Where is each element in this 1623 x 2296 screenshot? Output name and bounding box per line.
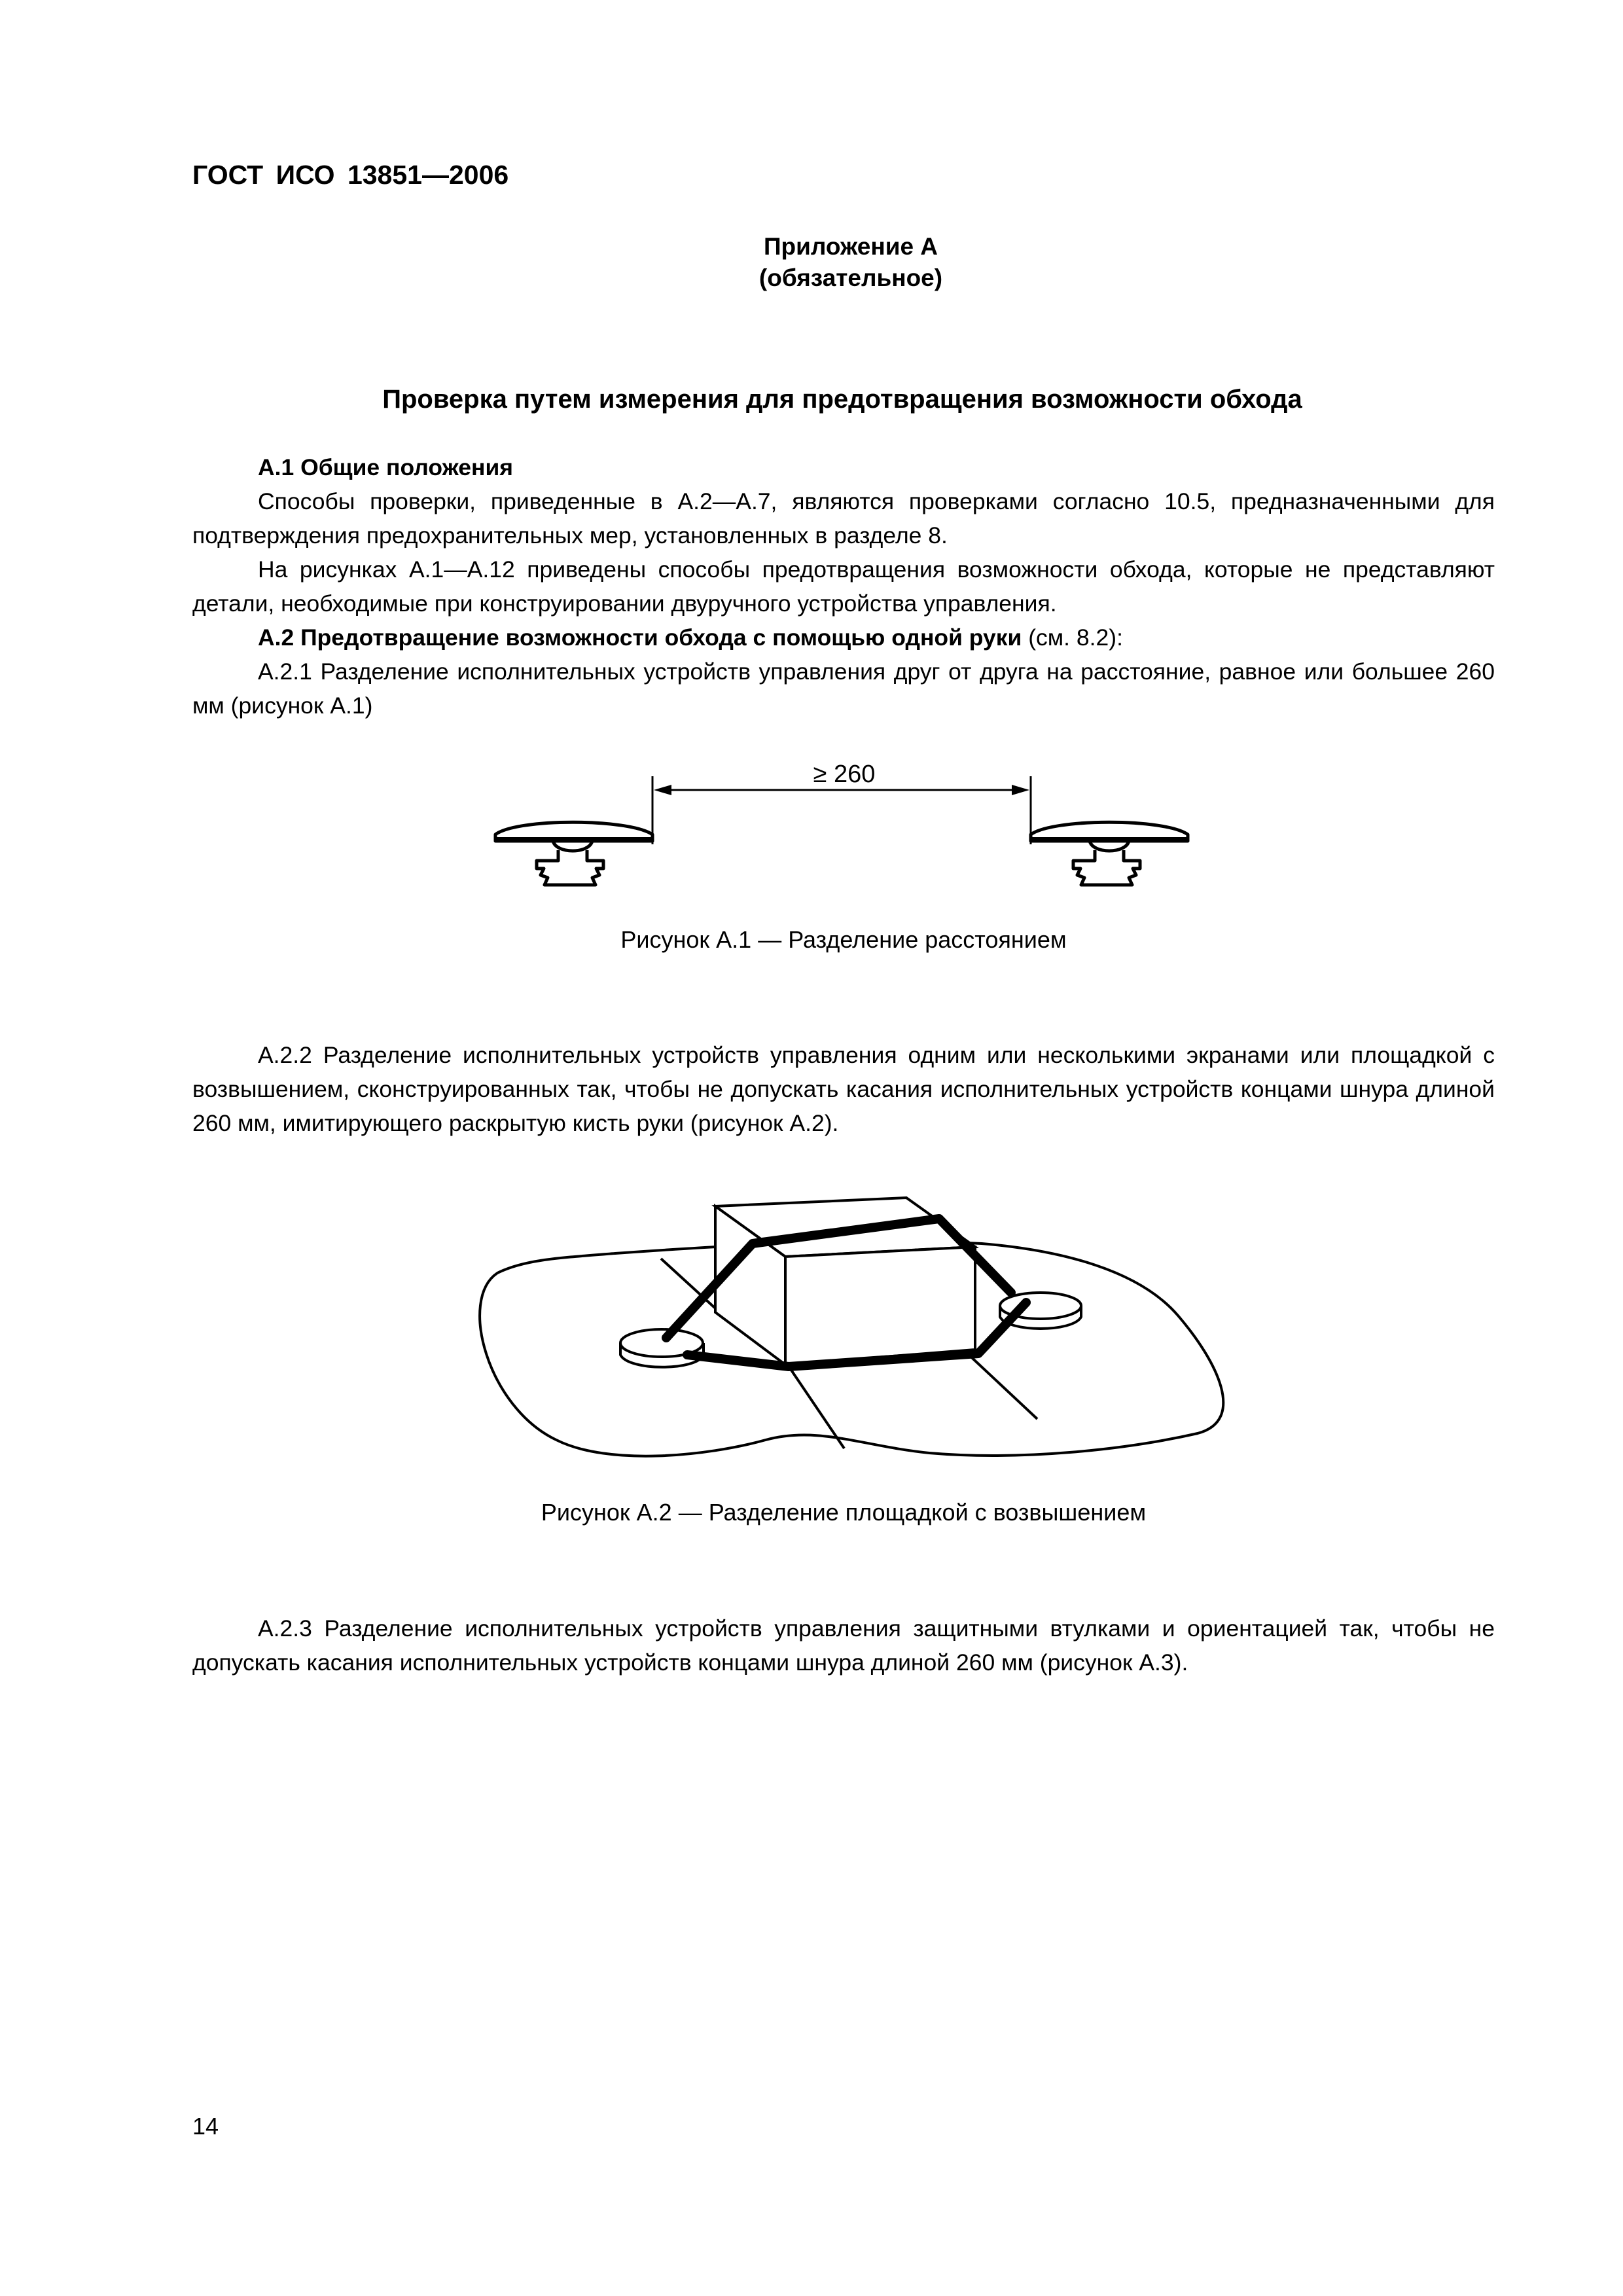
annex-label: Приложение А (763, 233, 938, 260)
paragraph-a2-1-text: А.2.1 Разделение исполнительных устройств управления друг от друга на расстояние, равное или большее 260 мм (рисунок А.1) (192, 658, 1495, 719)
paragraph-a2-3 (192, 1611, 1495, 1679)
paragraph-a2-2-text: А.2.2 Разделение исполнительных устройств управления одним или несколькими экранами или площадкой с возвышением, сконструированных так, чтобы не допускать касания исполнительных устройств концами шнура длиной 260 мм, имитирующего раскрытую кисть руки (рисунок А.2). (192, 1042, 1495, 1136)
figure-a1-caption: Рисунок А.1 — Разделение расстоянием (620, 926, 1067, 953)
standard-designation: ГОСТ ИСО 13851—2006 (192, 160, 509, 190)
annex-status: (обязательное) (758, 264, 943, 291)
figure-a2-caption: Рисунок А.2 — Разделение площадкой с возвышением (541, 1499, 1147, 1526)
paragraph-a1-2-text: На рисунках А.1—А.12 приведены способы предотвращения возможности обхода, которые не представляют детали, необходимые при конструировании двуручного устройства управления. (192, 556, 1495, 617)
paragraph-a2-3-text: А.2.3 Разделение исполнительных устройств управления защитными втулками и ориентацией так, чтобы не допускать касания исполнительных устройств концами шнура длиной 260 мм (рисунок А.3). (192, 1615, 1495, 1676)
section-a2-heading-bold: А.2 Предотвращение возможности обхода с помощью одной руки (258, 624, 1022, 651)
section-a2-heading-ref: (см. 8.2): (1022, 624, 1123, 651)
annex-title: Проверка путем измерения для предотвращения возможности обхода (382, 385, 1302, 414)
page-number: 14 (192, 2113, 219, 2140)
control-button-left-icon (620, 1329, 704, 1367)
figure-a1-dimension-label: ≥ 260 (813, 761, 876, 788)
section-a1-heading-text: А.1 Общие положения (258, 454, 513, 480)
paragraph-a1-1-text: Способы проверки, приведенные в А.2—А.7, являются проверками согласно 10.5, предназначенными для подтверждения предохранительных мер, установленных в разделе 8. (192, 488, 1495, 548)
